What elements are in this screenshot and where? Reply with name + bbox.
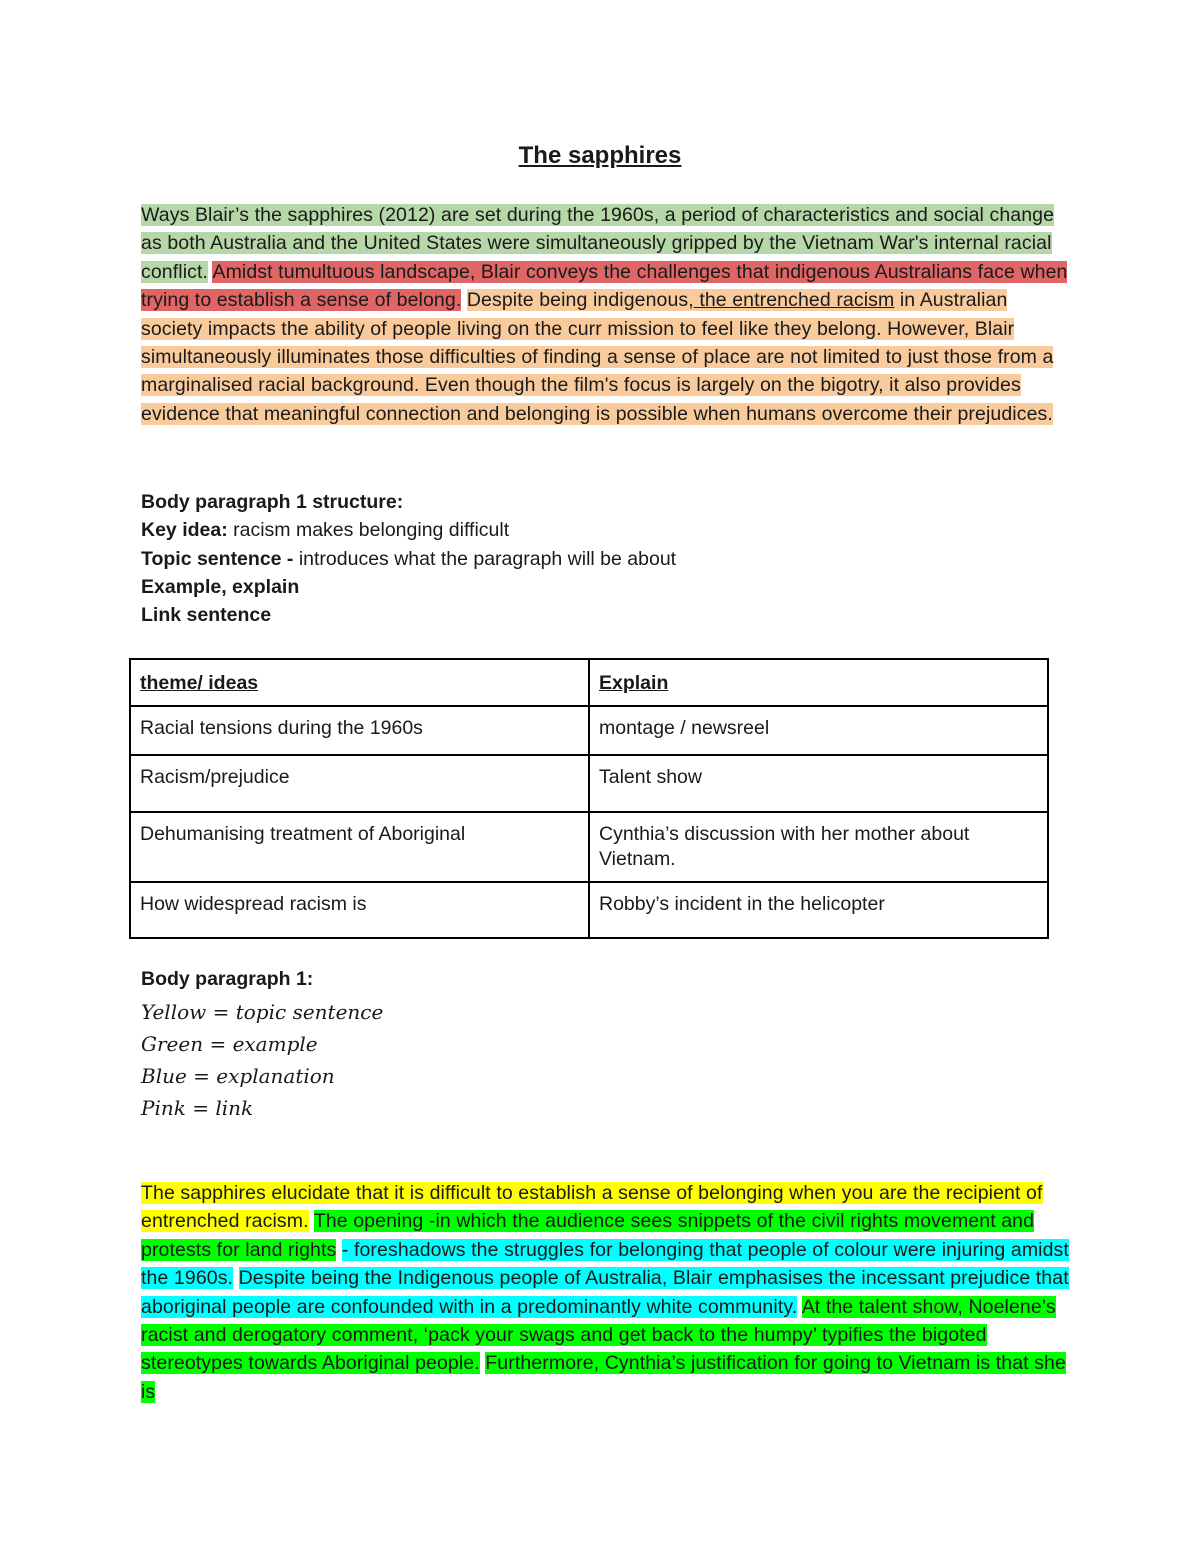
legend-green: Green = example: [141, 1032, 318, 1056]
table-cell: montage / newsreel: [589, 706, 1048, 755]
key-idea-text: racism makes belonging difficult: [227, 519, 510, 542]
body-paragraph: [141, 1179, 1071, 1406]
intro-thesis-highlight: Amidst tumultuous landscape, Blair conveys the challenges that indigenous Australians face when trying to establish a sense of belong.: [141, 260, 1068, 312]
intro-argument-rest: in Australian society impacts the ability of people living on the curr mission to feel like they belong. However, Blair simultaneously illuminates those difficulties of finding a sense of place are not limited to just those from a marginalised racial background. Even though the film's focus is largely on the bigotry, it also provides evidence that meaningful connection and belonging is possible when humans overcome their prejudices.: [141, 289, 1054, 425]
key-idea-line: [141, 516, 676, 544]
table-header-row: [130, 659, 1048, 706]
color-legend: [141, 996, 383, 1124]
example-highlight-cynthia: Furthermore, Cynthia’s justification for going to Vietnam is that she is: [141, 1352, 1066, 1403]
table-row: [130, 812, 1048, 882]
link-sentence-line: Link sentence: [141, 604, 272, 627]
example-highlight-talent-show: At the talent show, Noelene’s racist and derogatory comment, ‘pack your swags and get back to the humpy’ typifies the bigoted stereotypes towards Aboriginal people.: [141, 1295, 1056, 1375]
intro-paragraph: [141, 201, 1071, 428]
entrenched-racism-underline: the entrenched racism: [693, 289, 895, 312]
table-row: [130, 706, 1048, 755]
themes-table: [129, 658, 1049, 939]
structure-heading: Body paragraph 1 structure:: [141, 491, 404, 513]
topic-sentence-line: [141, 545, 676, 573]
topic-sentence-text: introduces what the paragraph will be about: [293, 547, 677, 570]
table-cell: Talent show: [589, 755, 1048, 812]
legend-blue: Blue = explanation: [141, 1064, 335, 1088]
table-cell: Dehumanising treatment of Aboriginal: [130, 812, 589, 882]
example-explain-line: Example, explain: [141, 575, 300, 598]
table-row: [130, 882, 1048, 938]
example-highlight-opening: The opening -in which the audience sees snippets of the civil rights movement and protests for land rights: [141, 1210, 1035, 1261]
intro-context-highlight: Ways Blair’s the sapphires (2012) are set during the 1960s, a period of characteristics and social change as both Australia and the United States were simultaneously gripped by the Vietnam War's internal racial conflict.: [141, 204, 1055, 283]
body-paragraph-heading: Body paragraph 1:: [141, 968, 314, 990]
legend-pink: Pink = link: [141, 1096, 254, 1120]
legend-yellow: Yellow = topic sentence: [141, 1000, 384, 1024]
document-title: The sapphires: [518, 142, 682, 169]
topic-sentence-highlight: The sapphires elucidate that it is difficult to establish a sense of belonging when you are the recipient of entrenched racism.: [141, 1182, 1043, 1233]
key-idea-label: Key idea:: [141, 519, 228, 542]
table-cell: Racial tensions during the 1960s: [130, 706, 589, 755]
explanation-highlight-foreshadow: - foreshadows the struggles for belonging that people of colour were injuring amidst the 1960s.: [141, 1238, 1069, 1290]
table-header-explain: Explain: [589, 659, 1048, 706]
table-header-theme: theme/ ideas: [130, 659, 589, 706]
table-cell: How widespread racism is: [130, 882, 589, 938]
structure-notes: [141, 488, 676, 629]
table-cell: Racism/prejudice: [130, 755, 589, 812]
topic-sentence-label: Topic sentence -: [141, 547, 294, 570]
table-row: [130, 755, 1048, 812]
explanation-highlight-prejudice: Despite being the Indigenous people of Australia, Blair emphasises the incessant prejudice that aboriginal people are confounded with in a predominantly white community.: [141, 1267, 1069, 1318]
table-cell: Cynthia’s discussion with her mother about Vietnam.: [589, 812, 1048, 882]
table-cell: Robby’s incident in the helicopter: [589, 882, 1048, 938]
intro-argument-start: Despite being indigenous,: [466, 289, 694, 312]
